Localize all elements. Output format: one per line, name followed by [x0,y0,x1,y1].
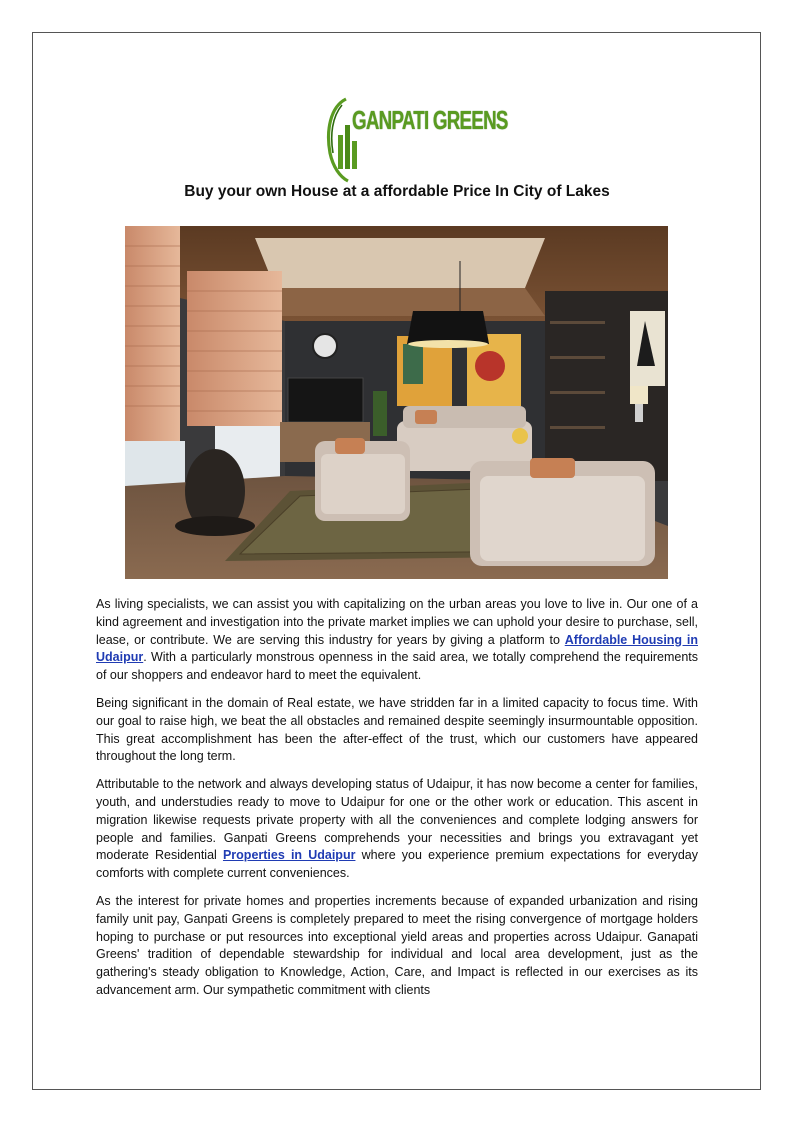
paragraph-1 [96,596,698,685]
page-title: Buy your own House at a affordable Price In City of Lakes [184,183,610,200]
paragraph-3 [96,776,698,883]
paragraph-4: As the interest for private homes and properties increments because of expanded urbanization and rising family unit pay, Ganpati Greens is completely prepared to meet the rising convergence of mortgage holders hoping to purchase or put resources into exceptional yield areas and properties across Udaipur. Ganapati Greens' tradition of dependable stewardship for individual and local area development, just as the gathering's steady obligation to Knowledge, Action, Care, and Impact is reflected in our exercises as its advancement arm. Our sympathetic commitment with clients [96,893,698,997]
affordable-housing-link[interactable]: Affordable Housing in Udaipur [96,632,698,665]
paragraph-1-text: As living specialists, we can assist you with capitalizing on the urban areas you love to live in. Our one of a kind agreement and investigation into the private market implies we can uphold your desire to purchase, sell, lease, or contribute. We are serving this industry for years by giving a platform to [96,597,698,647]
properties-in-udaipur-link[interactable]: Properties in Udaipur [222,848,356,863]
paragraph-3-text: Attributable to the network and always developing status of Udaipur, it has now become a center for families, youth, and understudies ready to move to Udaipur for one or the other work or education. This ascent in migration likewise requests private property with all the conveniences and complete lodging answers for people and families. Ganpati Greens comprehends your necessities and brings you extravagant yet moderate Residential [96,777,698,863]
paragraph-2: Being significant in the domain of Real estate, we have stridden far in a limited capacity to focus time. With our goal to raise high, we beat the all obstacles and remained despite seemingly insurmountable opposition. This great accomplishment has been the after-effect of the trust, which our customers have appeared throughout the long term. [96,695,698,764]
article-body [96,596,698,1010]
paragraph-1-text-end: . With a particularly monstrous openness in the said area, we totally comprehend the requirements of our shoppers and endeavor hard to meet the equivalent. [96,650,698,683]
living-room-photo [125,226,668,579]
logo-wordmark: GANPATI GREENS [352,105,508,135]
paragraph-3-text-end: where you experience premium expectations for everyday comforts with complete current conveniences. [96,848,698,881]
ganpati-greens-logo [324,95,508,183]
